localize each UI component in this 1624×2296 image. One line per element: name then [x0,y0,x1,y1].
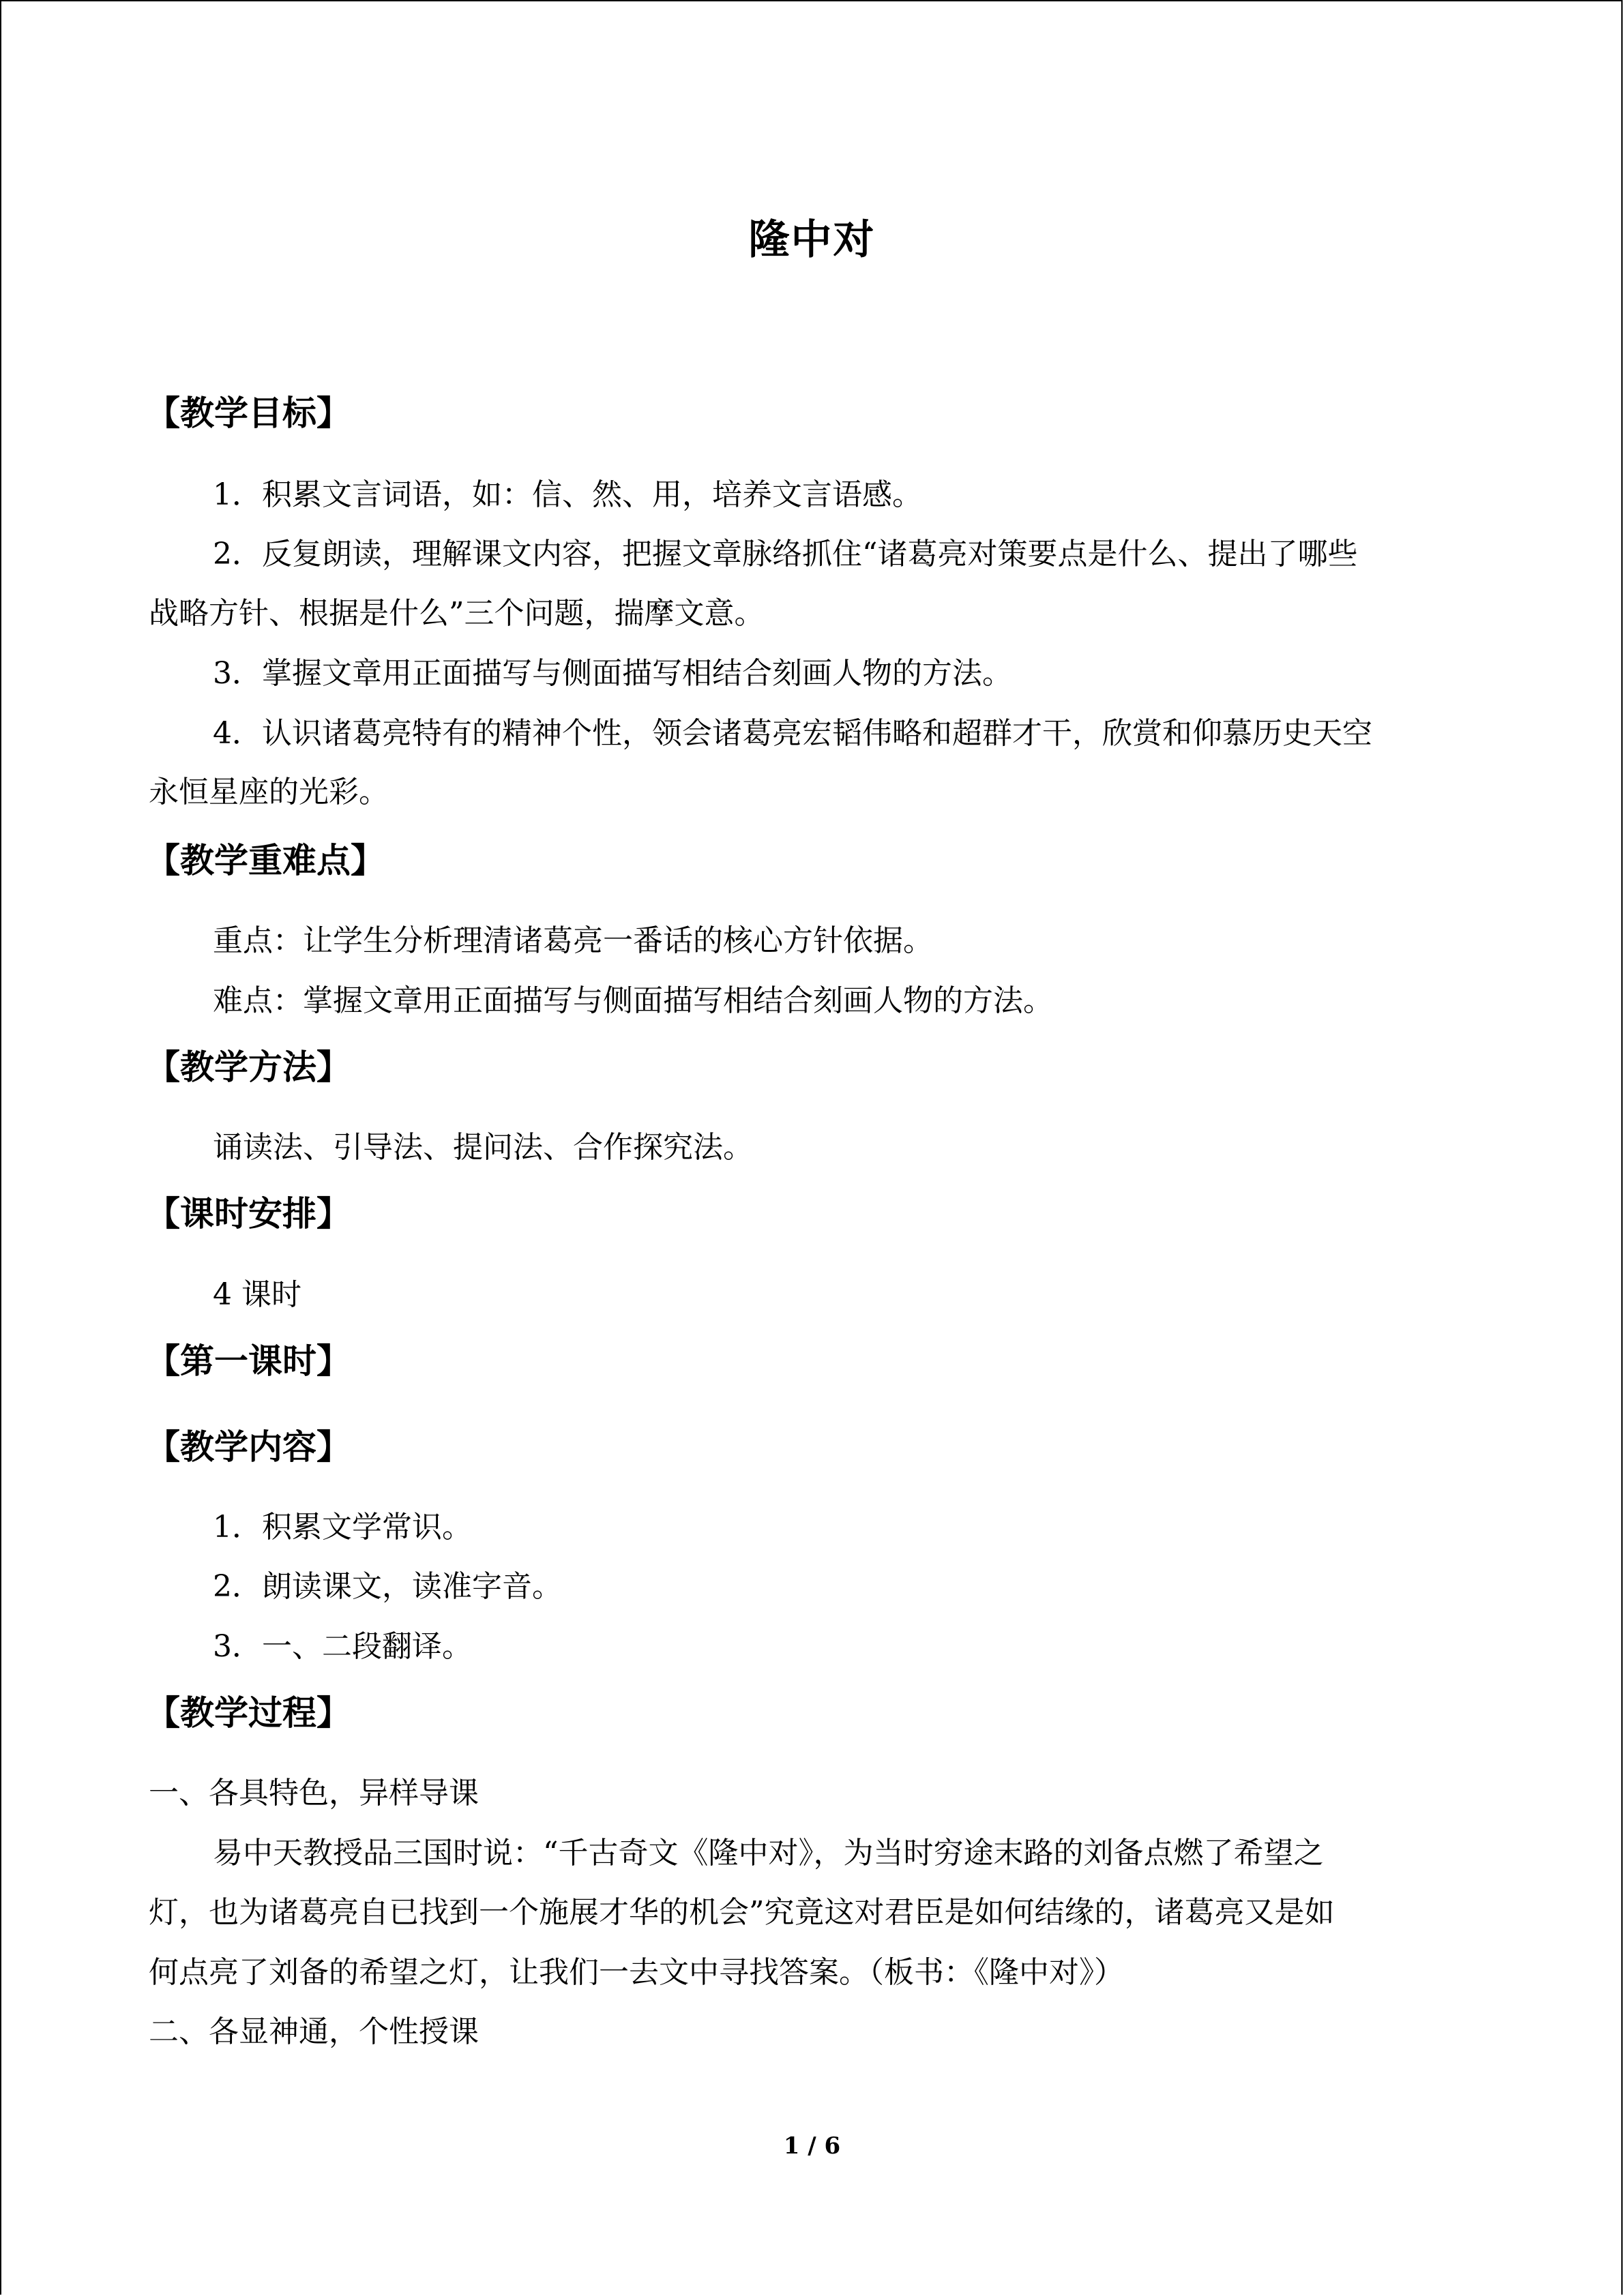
content-line-1: 1．积累文学常识。 [213,1510,472,1545]
page-number: 1 / 6 [783,2132,841,2160]
page-title: 隆中对 [748,216,876,264]
difficult-point-line: 难点：掌握文章用正面描写与侧面描写相结合刻画人物的方法。 [213,983,1053,1018]
objective-line-4-cont: 永恒星座的光彩。 [149,775,389,809]
heading-first-lesson: 【第一课时】 [146,1341,351,1381]
process-step-1: 一、各具特色，异样导课 [149,1776,479,1810]
process-step-2: 二、各显神通，个性授课 [149,2014,479,2049]
process-paragraph-line-1: 易中天教授品三国时说：“千古奇文《隆中对》，为当时穷途末路的刘备点燃了希望之 [213,1836,1324,1870]
heading-key-points: 【教学重难点】 [146,841,385,880]
objective-line-1: 1．积累文言词语，如：信、然、用，培养文言语感。 [213,477,922,512]
schedule-text: 4 课时 [213,1277,301,1312]
key-point-line: 重点：让学生分析理清诸葛亮一番话的核心方针依据。 [213,923,933,958]
content-line-3: 3．一、二段翻译。 [213,1629,472,1664]
content-line-2: 2．朗读课文，读准字音。 [213,1569,562,1604]
process-paragraph-line-3: 何点亮了刘备的希望之灯，让我们一去文中寻找答案。（板书：《隆中对》） [149,1955,1124,1990]
heading-objectives: 【教学目标】 [146,393,351,433]
methods-text: 诵读法、引导法、提问法、合作探究法。 [213,1130,753,1165]
objective-line-2: 2．反复朗读，理解课文内容，把握文章脉络抓住“诸葛亮对策要点是什么、提出了哪些 [213,537,1358,571]
objective-line-4: 4．认识诸葛亮特有的精神个性，领会诸葛亮宏韬伟略和超群才干，欣赏和仰慕历史天空 [213,716,1372,751]
heading-content: 【教学内容】 [146,1427,351,1467]
process-paragraph-line-2: 灯，也为诸葛亮自已找到一个施展才华的机会”究竟这对君臣是如何结缘的，诸葛亮又是如 [149,1895,1335,1930]
heading-schedule: 【课时安排】 [146,1194,351,1234]
objective-line-2-cont: 战略方针、根据是什么”三个问题，揣摩文意。 [149,596,765,631]
heading-process: 【教学过程】 [146,1693,351,1733]
objective-line-3: 3．掌握文章用正面描写与侧面描写相结合刻画人物的方法。 [213,656,1012,691]
heading-methods: 【教学方法】 [146,1047,351,1087]
